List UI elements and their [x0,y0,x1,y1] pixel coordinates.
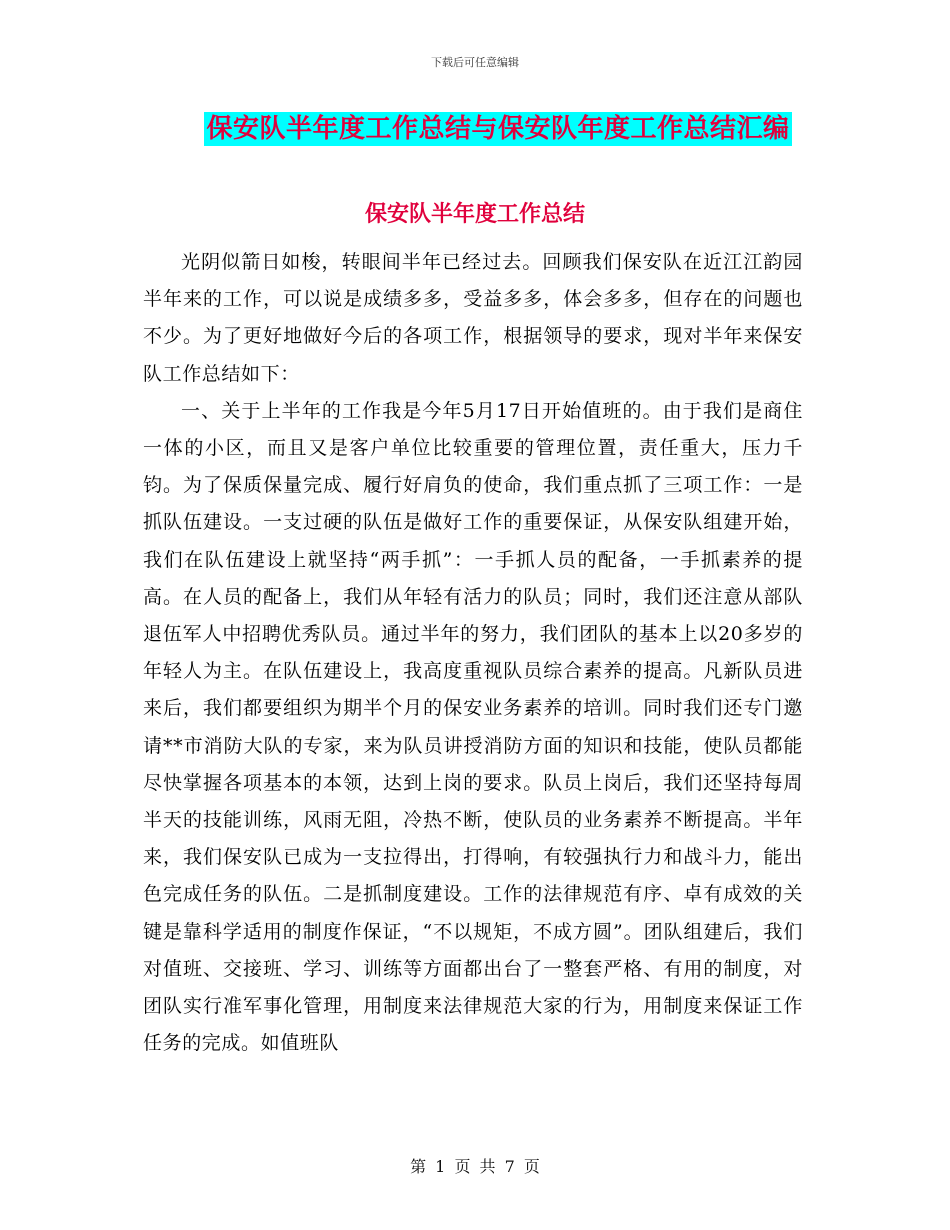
paragraph-intro: 光阴似箭日如梭，转眼间半年已经过去。回顾我们保安队在近江江韵园半年来的工作，可以说是成绩多多，受益多多，体会多多，但存在的问题也不少。为了更好地做好今后的各项工作，根据领导的要求，现对半年来保安队工作总结如下： [143,251,803,385]
page-header-note: 下载后可任意编辑 [431,56,519,69]
page-footer: 第 1 页 共 7 页 [410,1157,540,1176]
document-main-title: 保安队半年度工作总结与保安队年度工作总结汇编 [206,114,790,144]
document-body [143,244,803,1062]
main-title-wrap [0,112,950,146]
paragraph-work-review: 一、关于上半年的工作我是今年5月17日开始值班的。由于我们是商住一体的小区，而且又是客户单位比较重要的管理位置，责任重大，压力千钧。为了保质保量完成、履行好肩负的使命，我们重点抓了三项工作：一是抓队伍建设。一支过硬的队伍是做好工作的重要保证，从保安队组建开始，我们在队伍建设上就坚持“两手抓”：一手抓人员的配备，一手抓素养的提高。在人员的配备上，我们从年轻有活力的队员；同时，我们还注意从部队退伍军人中招聘优秀队员。通过半年的努力，我们团队的基本上以20多岁的年轻人为主。在队伍建设上，我高度重视队员综合素养的提高。凡新队员进来后，我们都要组织为期半个月的保安业务素养的培训。同时我们还专门邀请**市消防大队的专家，来为队员讲授消防方面的知识和技能，使队员都能尽快掌握各项基本的本领，达到上岗的要求。队员上岗后，我们还坚持每周半天的技能训练，风雨无阻，冷热不断，使队员的业务素养不断提高。半年来，我们保安队已成为一支拉得出，打得响，有较强执行力和战斗力，能出色完成任务的队伍。二是抓制度建设。工作的法律规范有序、卓有成效的关键是靠科学适用的制度作保证，“不以规矩，不成方圆”。团队组建后，我们对值班、交接班、学习、训练等方面都出台了一整套严格、有用的制度，对团队实行准军事化管理，用制度来法律规范大家的行为，用制度来保证工作任务的完成。如值班队 [143,399,803,1055]
section-title: 保安队半年度工作总结 [364,202,585,227]
